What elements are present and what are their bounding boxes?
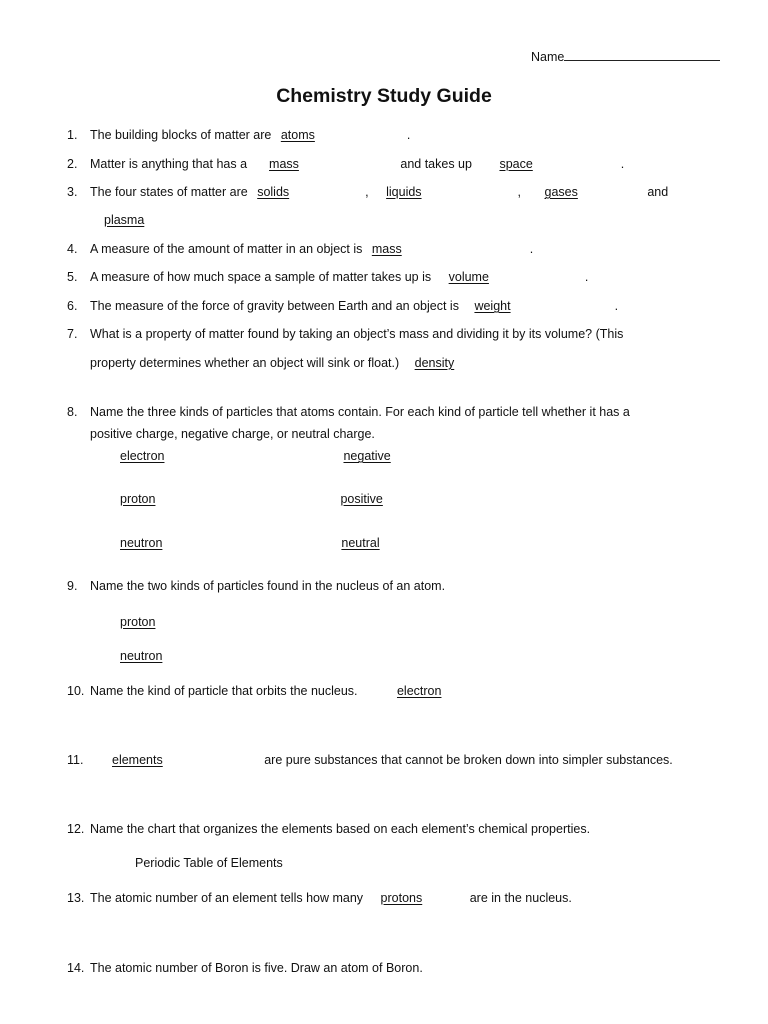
q3-number: 3. xyxy=(67,185,78,199)
q8-row-electron xyxy=(90,448,482,464)
q6-answer[interactable]: weight xyxy=(474,299,511,313)
q2-text: Matter is anything that has a xyxy=(90,157,248,171)
name-label: Name xyxy=(531,50,565,64)
q8-particle-answer[interactable]: proton xyxy=(120,492,156,506)
q7-line-2 xyxy=(90,355,662,371)
q9-answer-2-line xyxy=(90,648,270,664)
q1-text: The building blocks of matter are xyxy=(90,128,275,142)
q7-text: property determines whether an object will sink or float.) xyxy=(90,356,403,370)
q8-row-neutron xyxy=(90,535,472,551)
q5-text: A measure of how much space a sample of matter takes up is xyxy=(90,270,435,284)
q3-line: The four states of matter are solids , liquids , gases and xyxy=(90,185,669,199)
q12-text: Name the chart that organizes the elements based on each element’s chemical properties. xyxy=(90,822,591,836)
q11-number: 11. xyxy=(67,753,84,767)
q4-text: A measure of the amount of matter in an object is xyxy=(90,242,366,256)
q8-line-1: Name the three kinds of particles that atoms contain. For each kind of particle tell whether it has a xyxy=(90,405,630,419)
q8-particle-answer[interactable]: electron xyxy=(120,449,165,463)
q12-answer[interactable]: Periodic Table of Elements xyxy=(135,856,283,870)
q7-line-1: What is a property of matter found by taking an object’s mass and dividing it by its volume? (This xyxy=(90,327,624,341)
q13-answer[interactable]: protons xyxy=(380,891,423,905)
q6-number: 6. xyxy=(67,299,78,313)
q4-number: 4. xyxy=(67,242,78,256)
q10-text: Name the kind of particle that orbits the nucleus. xyxy=(90,684,361,698)
q8-particle-answer[interactable]: neutron xyxy=(120,536,163,550)
q1-answer[interactable]: atoms xyxy=(280,128,315,142)
q8-line-2: positive charge, negative charge, or neutral charge. xyxy=(90,427,375,441)
page-title: Chemistry Study Guide xyxy=(276,85,492,107)
q2-end: . xyxy=(620,157,625,171)
q3-text: The four states of matter are xyxy=(90,185,252,199)
q5-answer[interactable]: volume xyxy=(448,270,489,284)
name-field xyxy=(531,48,720,65)
q14-number: 14. xyxy=(67,961,85,975)
q8-row-proton xyxy=(90,491,465,507)
q2-number: 2. xyxy=(67,157,78,171)
q4-line: A measure of the amount of matter in an object is mass . xyxy=(90,242,534,256)
q10-line xyxy=(90,683,605,699)
q2-answer-2[interactable]: space xyxy=(499,157,533,171)
q7-number: 7. xyxy=(67,327,78,341)
q8-charge-answer[interactable]: neutral xyxy=(341,536,380,550)
q6-line: The measure of the force of gravity between Earth and an object is weight . xyxy=(90,299,619,313)
q3-and: and xyxy=(643,185,669,199)
q3-line-2 xyxy=(90,212,234,228)
q3-answer-3[interactable]: gases xyxy=(544,185,578,199)
q11-answer[interactable]: elements xyxy=(112,753,163,767)
q2-line xyxy=(90,156,624,172)
q3-answer-2[interactable]: liquids xyxy=(386,185,422,199)
q13-end: are in the nucleus. xyxy=(466,891,572,905)
name-blank[interactable] xyxy=(564,48,720,61)
q1-line xyxy=(90,127,410,143)
q8-number: 8. xyxy=(67,405,78,419)
q2-answer-1[interactable]: mass xyxy=(269,157,299,171)
q9-text: Name the two kinds of particles found in the nucleus of an atom. xyxy=(90,579,446,593)
q8-charge-answer[interactable]: positive xyxy=(340,492,383,506)
q9-answer-1-line xyxy=(90,614,259,630)
q10-answer[interactable]: electron xyxy=(396,684,442,698)
q6-text: The measure of the force of gravity between Earth and an object is xyxy=(90,299,463,313)
q11-line xyxy=(90,752,673,768)
q13-text: The atomic number of an element tells how many xyxy=(90,891,367,905)
q5-line: A measure of how much space a sample of matter takes up is volume . xyxy=(90,270,589,284)
q3-answer-1[interactable]: solids xyxy=(257,185,290,199)
q7-answer[interactable]: density xyxy=(414,356,455,370)
q11-text: are pure substances that cannot be broken down into simpler substances. xyxy=(260,753,673,767)
q8-charge-answer[interactable]: negative xyxy=(343,449,391,463)
q14-text: The atomic number of Boron is five. Draw an atom of Boron. xyxy=(90,961,423,975)
q1-end: . xyxy=(406,128,411,142)
q12-number: 12. xyxy=(67,822,85,836)
q10-number: 10. xyxy=(67,684,85,698)
q13-line xyxy=(90,890,572,906)
q13-number: 13. xyxy=(67,891,85,905)
q5-number: 5. xyxy=(67,270,78,284)
q3-answer-4[interactable]: plasma xyxy=(104,213,145,227)
q2-mid: and takes up xyxy=(396,157,476,171)
q9-number: 9. xyxy=(67,579,78,593)
q4-answer[interactable]: mass xyxy=(371,242,402,256)
q1-number: 1. xyxy=(67,128,78,142)
q9-answer-1[interactable]: proton xyxy=(120,615,156,629)
q9-answer-2[interactable]: neutron xyxy=(120,649,163,663)
